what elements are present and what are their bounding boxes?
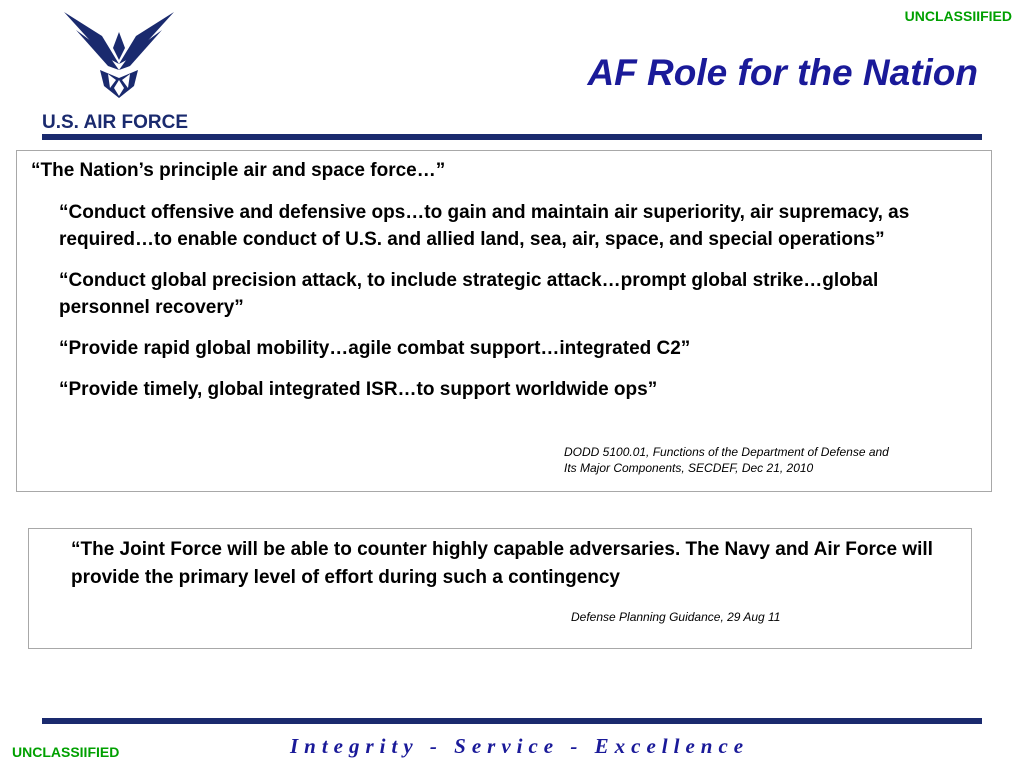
classification-banner-top: UNCLASSIIFIED — [904, 8, 1012, 24]
footer-motto: Integrity - Service - Excellence — [290, 734, 750, 758]
air-force-logo — [40, 8, 200, 136]
list-item: “Conduct offensive and defensive ops…to gain and maintain air superiority, air supremacy, as required…to enable conduct of U.S. and allied land, sea, air, space, and special operations” — [59, 202, 910, 250]
classification-banner-bottom: UNCLASSIIFIED — [12, 744, 120, 760]
box-heading: “The Nation’s principle air and space force…” — [31, 160, 446, 181]
citation: Defense Planning Guidance, 29 Aug 11 — [571, 610, 781, 624]
list-item: “Conduct global precision attack, to include strategic attack…prompt global strike…global personnel recovery” — [59, 270, 879, 318]
logo-text: U.S. AIR FORCE — [42, 112, 189, 133]
air-force-symbol-icon — [64, 8, 174, 103]
list-item: “Provide timely, global integrated ISR…to support worldwide ops” — [59, 379, 658, 400]
mission-quote-box — [16, 150, 992, 492]
list-item: “Provide rapid global mobility…agile combat support…integrated C2” — [59, 338, 691, 359]
page-title: AF Role for the Nation — [587, 52, 978, 93]
quote-text: “The Joint Force will be able to counter highly capable adversaries. The Navy and Air Force will provide the primary level of effort during such a contingency — [71, 539, 933, 588]
citation — [564, 444, 944, 476]
citation-line: Its Major Components, SECDEF, Dec 21, 2010 — [564, 461, 814, 475]
header-divider — [42, 134, 982, 140]
citation-line: DODD 5100.01, Functions of the Department of Defense and — [564, 445, 889, 459]
quote-list — [59, 199, 959, 417]
footer-divider — [42, 718, 982, 724]
joint-force-quote-box — [28, 528, 972, 649]
